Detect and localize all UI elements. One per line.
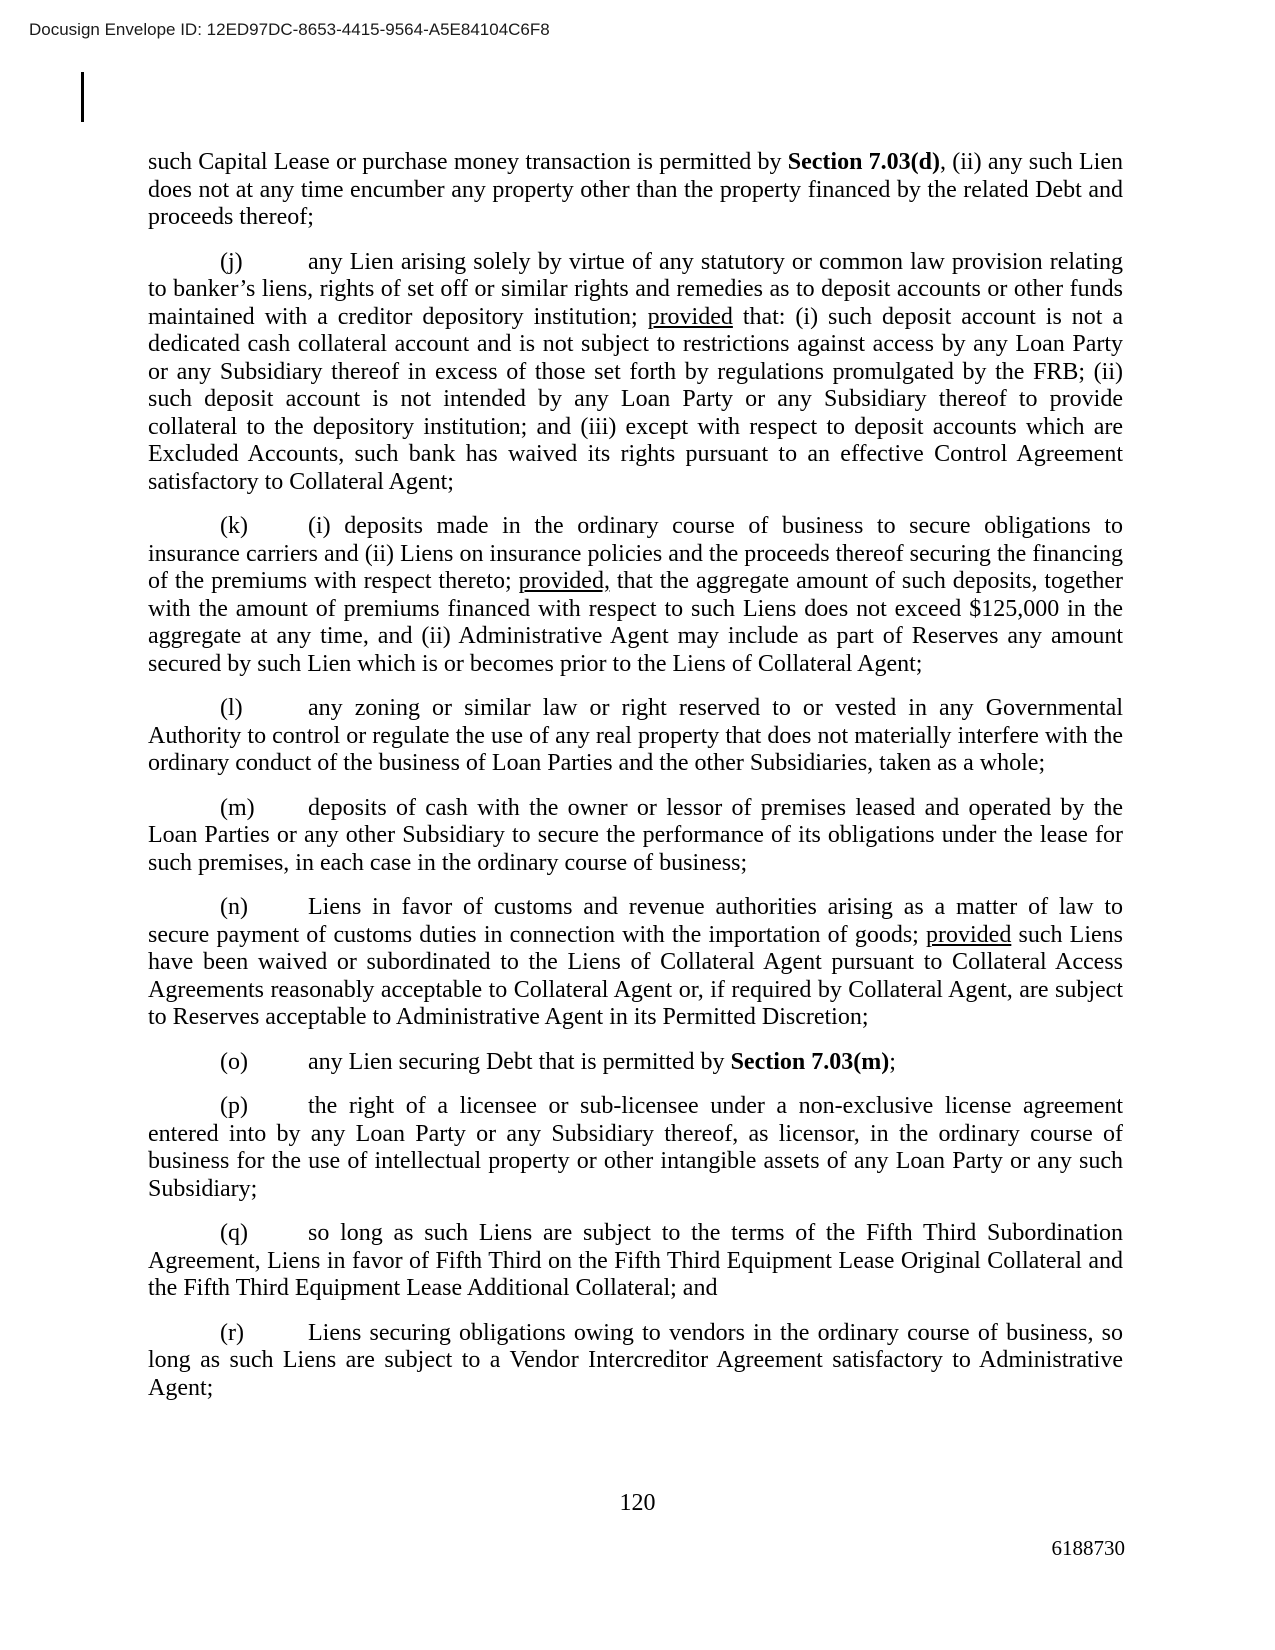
text-run: that the aggregate amount of such deposits, together with the amount of premiums financed with respect to such Liens does not exceed $125,000 in the aggregate at any time, and (ii) Administrative Agent may include as part of Reserves any amount secured by such Lien which is or becomes prior to the Liens of Collateral Agent; — [148, 568, 1123, 677]
page-number: 120 — [619, 1490, 656, 1516]
paragraph-m — [148, 795, 1123, 878]
text-run: any zoning or similar law or right reserved to or vested in any Governmental Authority to control or regulate the use of any real property that does not materially interfere with the ordinary conduct of the business of Loan Parties and the other Subsidiaries, taken as a whole; — [148, 695, 1123, 776]
text-run: that: (i) such deposit account is not a dedicated cash collateral account and is not subject to restrictions against access by any Loan Party or any Subsidiary thereof in excess of those set forth by regulations promulgated by the FRB; (ii) such deposit account is not intended by any Loan Party or any Subsidiary thereof to provide collateral to the depository institution; and (iii) except with respect to deposit accounts which are Excluded Accounts, such bank has waived its rights pursuant to an effective Control Agreement satisfactory to Collateral Agent; — [148, 303, 1123, 495]
text-run: such Capital Lease or purchase money transaction is permitted by — [148, 149, 788, 175]
text-run: any Lien securing Debt that is permitted by — [308, 1048, 731, 1075]
paragraph-label: (p) — [220, 1093, 248, 1119]
text-run-underline: provided, — [518, 568, 610, 594]
text-run-bold: Section 7.03(d) — [787, 149, 941, 175]
text-run: deposits of cash with the owner or lessor of premises leased and operated by the Loan Parties or any other Subsidiary to secure the performance of its obligations under the lease for such premises, in each case in the ordinary course of business; — [148, 794, 1123, 876]
paragraph-label: (k) — [220, 513, 248, 539]
paragraph-label: (j) — [220, 248, 243, 275]
text-run: , (ii) any such Lien does not at any time encumber any property other than the property financed by the related Debt and proceeds thereof; — [148, 149, 1124, 230]
text-run-bold: Section 7.03(m) — [730, 1048, 890, 1075]
paragraph-r — [148, 1320, 1123, 1403]
paragraph-label: (l) — [220, 695, 243, 721]
text-run-underline: provided — [647, 303, 733, 330]
text-run: (i) deposits made in the ordinary course of business to secure obligations to insurance carriers and (ii) Liens on insurance policies and the proceeds thereof securing the financing of the premiums with respect thereto; — [148, 513, 1123, 594]
paragraph-label: (m) — [220, 794, 255, 821]
paragraph-o — [148, 1049, 1123, 1077]
margin-revision-mark — [81, 72, 84, 122]
text-run: Liens securing obligations owing to vendors in the ordinary course of business, so long as such Liens are subject to a Vendor Intercreditor Agreement satisfactory to Administrative Agent; — [148, 1319, 1123, 1401]
paragraph-k — [148, 513, 1123, 678]
text-run: such Liens have been waived or subordinated to the Liens of Collateral Agent pursuant to Collateral Access Agreements reasonably acceptable to Collateral Agent or, if required by Collateral Agent, are subject to Reserves acceptable to Administrative Agent in its Permitted Discretion; — [148, 921, 1123, 1030]
text-run: ; — [889, 1048, 896, 1075]
paragraph-label: (o) — [220, 1048, 248, 1075]
paragraph-n — [148, 894, 1123, 1032]
document-body — [148, 149, 1123, 1419]
text-run: any Lien arising solely by virtue of any statutory or common law provision relating to banker’s liens, rights of set off or similar rights and remedies as to deposit accounts or other funds maintained with a creditor depository institution; — [148, 248, 1123, 330]
text-run: Liens in favor of customs and revenue authorities arising as a matter of law to secure payment of customs duties in connection with the importation of goods; — [148, 894, 1123, 948]
paragraph-continuation — [148, 149, 1123, 232]
paragraph-label: (n) — [220, 894, 248, 920]
paragraph-j — [148, 249, 1123, 497]
docusign-envelope-id: Docusign Envelope ID: 12ED97DC-8653-4415-9564-A5E84104C6F8 — [29, 20, 550, 39]
paragraph-l — [148, 695, 1123, 778]
text-run: the right of a licensee or sub-licensee under a non-exclusive license agreement entered into by any Loan Party or any Subsidiary thereof, as licensor, in the ordinary course of business for the use of intellectual property or other intangible assets of any Loan Party or any such Subsidiary; — [148, 1093, 1123, 1202]
document-number: 6188730 — [1051, 1536, 1125, 1560]
text-run: so long as such Liens are subject to the terms of the Fifth Third Subordination Agreement, Liens in favor of Fifth Third on the Fifth Third Equipment Lease Original Collateral and the Fifth Third Equipment Lease Additional Collateral; and — [148, 1220, 1123, 1301]
text-run-underline: provided — [926, 921, 1012, 948]
paragraph-q — [148, 1220, 1123, 1303]
paragraph-p — [148, 1093, 1123, 1203]
paragraph-label: (r) — [220, 1319, 244, 1346]
paragraph-label: (q) — [220, 1220, 248, 1246]
